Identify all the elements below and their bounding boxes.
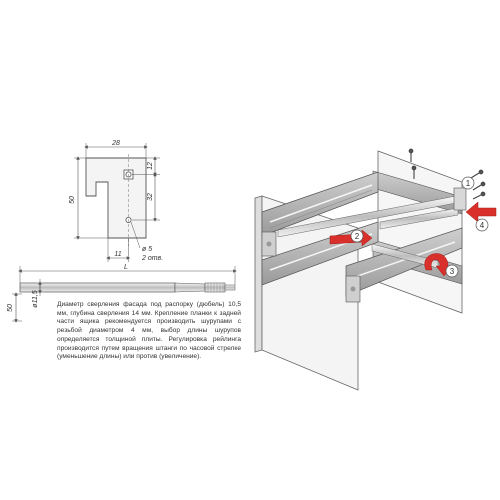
dim-rod-height: 50: [7, 304, 14, 312]
bracket-outline: [86, 158, 146, 238]
description-text: Диаметр сверления фасада под распорку (дюбель) 10,5 мм, глубина сверления 14 мм. Крепление планки к задней части ящика рекомендуется производить шурупами с резьбой диаметром 4 мм, выбор длины шурупов определяется толщиной плиты. Регулировка рейлинга производится путем вращения штанги по часовой стрелке (уменьшение длины) или против (увеличение).: [57, 301, 241, 361]
drawer-front-edge: [255, 196, 262, 352]
dim-hole-diameter: ø 5: [142, 246, 153, 253]
rod-tube: [20, 283, 175, 292]
callout-1: 1: [465, 179, 471, 188]
callout-4: 4: [479, 221, 485, 230]
dim-hole-count: 2 отв.: [142, 255, 164, 262]
rod-end-screw: [225, 285, 235, 290]
rod-cone: [175, 283, 205, 292]
dim-bracket-height: 50: [69, 196, 76, 204]
callout-2: 2: [354, 232, 360, 241]
dim-bracket-top-offset: 12: [147, 162, 154, 170]
callout-3: 3: [449, 267, 455, 276]
dim-rod-length: L: [124, 264, 128, 271]
rear-bracket: [454, 188, 466, 210]
drawer-assembly: [255, 149, 496, 390]
dim-bracket-width: 28: [112, 140, 120, 147]
bracket-drawing: [69, 140, 163, 262]
dim-rod-diameter: ø11,5: [32, 290, 39, 308]
dim-bracket-bottom-offset: 11: [114, 251, 122, 258]
dim-bracket-hole-spacing: 32: [147, 193, 154, 201]
